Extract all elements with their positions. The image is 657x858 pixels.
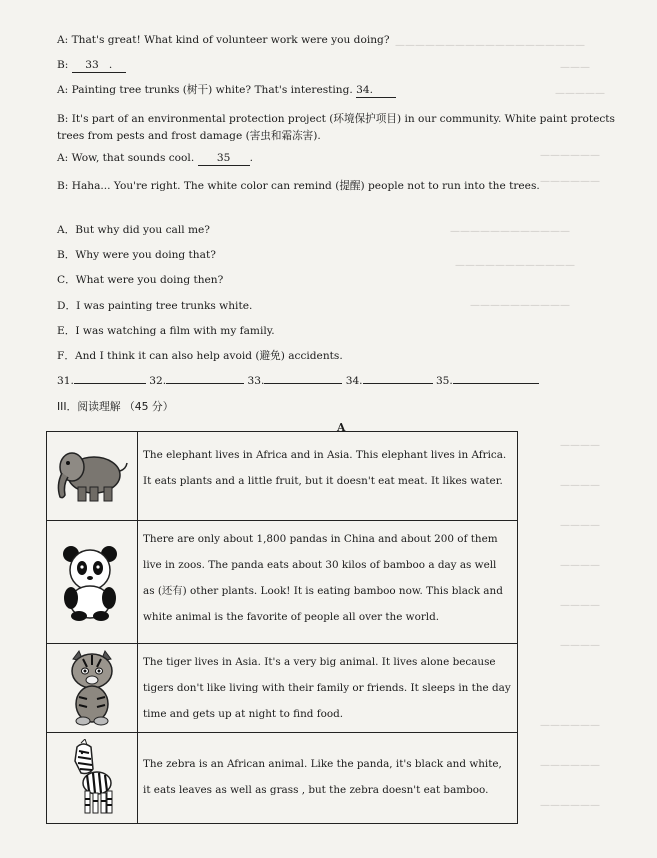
- answer-field-35[interactable]: [453, 372, 539, 384]
- section-title: III．阅读理解 （45 分）: [57, 400, 174, 413]
- text-cell: [138, 644, 518, 733]
- reading-table: [46, 431, 518, 824]
- answer-blanks-row: [57, 372, 539, 387]
- answer-field-32[interactable]: [166, 372, 244, 384]
- dialogue-text: A: Wow, that sounds cool.: [57, 152, 195, 164]
- answer-field-33[interactable]: [264, 372, 342, 384]
- answer-blank-35[interactable]: [198, 151, 250, 166]
- blank-label-34: 34.: [345, 375, 363, 387]
- tiger-description: The tiger lives in Asia. It's a very big animal. It lives alone because tigers don't like living with their family or friends. It sleeps in the day time and gets up at night to find food.: [143, 656, 511, 720]
- dialogue-line-3: [57, 83, 396, 98]
- worksheet-page: ——————————————————— ——— ————— —————— —————— ———————————— ———————————— —————————— ———— ———— ———— ———— ———— ———— —————— —————— —————— A: That's great! What kind of volunteer work were you doing? B: 33 . A: Painting tree trunks (树干) white? That's interesting. 34. B: It's part of an environmental protection project (环境保护项目) in our community. White paint protects trees from pests and frost damage (害虫和霜冻害). A: Wow, that sounds cool. 35 . B: Haha... You're right. The white color can remind (提醒) people not to run into the trees. A．But why did you call me? B．Why were you doing that? C．What were you doing then? D．I was painting tree trunks white. E．I was watching a film with my family. F．And I think it can also help avoid (避免) accidents. 31. 32. 33. 34. 35. III．阅读理解 （45 分） A The elephant lives in Africa and in Asia. This elephant lives in Africa. It eats plants and a little fruit, but it doesn't eat meat. It likes water. There are only about 1,800 pandas in China and about 200 of them live in zoos. The panda eats about 30 kilos of bamboo a day as well as (还有) other plants. Look! It is eating bamboo now. This black and white animal is the favorite of people all over the world. The tiger lives in Asia. It's a very big animal. It lives alone because tigers don't like living with their family or friends. It sleeps in the day time and gets up at night to find food. The zebra is an African animal. Like the panda, it's black and white, it eats leaves as well as grass , but the zebra doesn't eat bamboo.: [0, 0, 657, 858]
- panda-description: There are only about 1,800 pandas in China and about 200 of them live in zoos. The panda eats about 30 kilos of bamboo a day as well as (还有) other plants. Look! It is eating bamboo now. This black and white animal is the favorite of people all over the world.: [143, 533, 503, 623]
- picture-cell: [47, 521, 138, 644]
- option-c: C．What were you doing then?: [57, 274, 224, 286]
- dialogue-line-5: [57, 151, 253, 166]
- blank-label-32: 32.: [149, 375, 167, 387]
- answer-field-31[interactable]: [74, 372, 146, 384]
- elephant-description: The elephant lives in Africa and in Asia. This elephant lives in Africa. It eats plants and a little fruit, but it doesn't eat meat. It likes water.: [143, 449, 507, 487]
- passage-label: A: [337, 421, 346, 434]
- text-cell: [138, 521, 518, 644]
- blank-label-33: 33.: [247, 375, 265, 387]
- picture-cell: [47, 644, 138, 733]
- answer-field-34[interactable]: [363, 372, 433, 384]
- answer-blank-34[interactable]: 34.: [356, 83, 396, 98]
- zebra-icon: [67, 739, 117, 817]
- dialogue-line-4: B: It's part of an environmental protection project (环境保护项目) in our community. White paint protects trees from pests and frost damage (害虫和霜冻害).: [57, 113, 615, 142]
- speaker-b: B:: [57, 59, 69, 71]
- panda-icon: [57, 542, 127, 622]
- text-cell: [138, 432, 518, 521]
- blank-suffix: .: [108, 59, 113, 71]
- option-b: B．Why were you doing that?: [57, 249, 216, 261]
- blank-suffix: .: [249, 152, 253, 164]
- blank-number: 35: [216, 152, 231, 164]
- tiger-icon: [61, 649, 123, 727]
- table-row-tiger: [47, 644, 518, 733]
- table-row-elephant: [47, 432, 518, 521]
- blank-label-31: 31.: [57, 375, 74, 387]
- dialogue-text: A: Painting tree trunks (树干) white? That's interesting.: [57, 84, 353, 96]
- dialogue-line-1: A: That's great! What kind of volunteer work were you doing?: [57, 34, 390, 46]
- picture-cell: [47, 733, 138, 824]
- option-e: E．I was watching a film with my family.: [57, 325, 275, 337]
- option-a: A．But why did you call me?: [57, 224, 210, 236]
- option-d: D．I was painting tree trunks white.: [57, 300, 253, 312]
- dialogue-line-6: B: Haha... You're right. The white color can remind (提醒) people not to run into the trees.: [57, 180, 540, 192]
- option-f: F．And I think it can also help avoid (避免) accidents.: [57, 350, 343, 362]
- table-row-panda: [47, 521, 518, 644]
- zebra-description: The zebra is an African animal. Like the panda, it's black and white, it eats leaves as well as grass , but the zebra doesn't eat bamboo.: [143, 758, 502, 796]
- elephant-icon: [54, 445, 130, 507]
- text-cell: [138, 733, 518, 824]
- table-row-zebra: [47, 733, 518, 824]
- blank-label-35: 35.: [435, 375, 453, 387]
- answer-blank-33[interactable]: [72, 58, 126, 73]
- picture-cell: [47, 432, 138, 521]
- dialogue-line-2: [57, 58, 126, 73]
- blank-number: 33: [85, 59, 99, 71]
